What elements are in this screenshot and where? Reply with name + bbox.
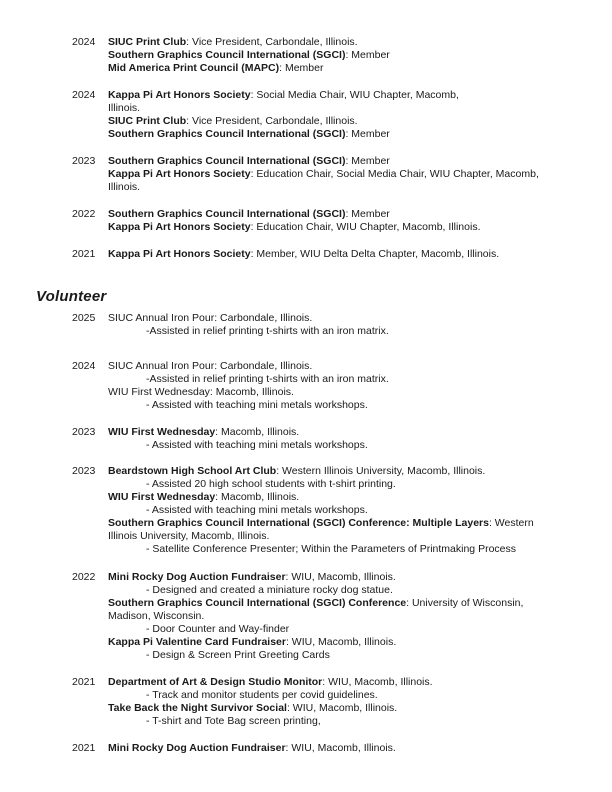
organization-name: Mini Rocky Dog Auction Fundraiser [108, 742, 286, 754]
entry-line [108, 312, 548, 325]
organization-name: Southern Graphics Council International (SGCI) Conference: Multiple Layers [108, 517, 489, 529]
entry-year: 2023 [72, 155, 96, 167]
entry-description: : Western [488, 517, 534, 529]
organization-name: Kappa Pi Art Honors Society [108, 168, 251, 180]
entry-line [108, 517, 548, 530]
organization-name: Southern Graphics Council International (SGCI) [108, 155, 346, 167]
entry-detail: - Door Counter and Way-finder [146, 623, 290, 635]
entry-description: : WIU, Macomb, Illinois. [285, 636, 397, 648]
entry-body [108, 426, 548, 452]
entry-body [108, 742, 548, 755]
entry-description: Madison, Wisconsin. [108, 610, 205, 622]
entry-body [108, 208, 548, 234]
entry-detail: - Designed and created a miniature rocky dog statue. [146, 584, 393, 596]
entry-line [108, 610, 548, 623]
entry-description: : Social Media Chair, WIU Chapter, Macomb, [250, 89, 459, 101]
entry-line [108, 702, 548, 715]
entry-line [108, 155, 548, 168]
organization-name: Kappa Pi Art Honors Society [108, 89, 251, 101]
entry-body [108, 248, 548, 261]
entry-detail: - Satellite Conference Presenter; Within the Parameters of Printmaking Process [146, 543, 516, 555]
entry-line [108, 115, 548, 128]
entry-line [108, 386, 548, 399]
entry-line [108, 465, 548, 478]
entry-description: : Member [279, 62, 324, 74]
organization-name: Kappa Pi Art Honors Society [108, 221, 251, 233]
entry-line [108, 221, 548, 234]
entry-line [108, 360, 548, 373]
entry-detail: - T-shirt and Tote Bag screen printing, [146, 715, 321, 727]
organization-name: Department of Art & Design Studio Monitor [108, 676, 323, 688]
entry-description: : WIU, Macomb, Illinois. [285, 571, 396, 583]
entry-year: 2024 [72, 36, 96, 48]
entry-year: 2025 [72, 312, 96, 324]
entry-description: : Member [345, 155, 390, 167]
entry-description: SIUC Annual Iron Pour: Carbondale, Illinois. [108, 360, 313, 372]
entry-description: : Vice President, Carbondale, Illinois. [186, 36, 358, 48]
organization-name: Take Back the Night Survivor Social [108, 702, 287, 714]
entry-body [108, 360, 548, 412]
entry-description: : Member [345, 128, 390, 140]
entry-body [108, 89, 548, 141]
organization-name: Beardstown High School Art Club [108, 465, 277, 477]
entry-line [108, 89, 548, 102]
entry-line [108, 426, 548, 439]
entry-body [108, 312, 548, 338]
entry-detail: - Assisted with teaching mini metals workshops. [146, 439, 368, 451]
entry-detail: -Assisted in relief printing t-shirts with an iron matrix. [146, 373, 389, 385]
entry-detail: - Assisted with teaching mini metals workshops. [146, 399, 368, 411]
entry-line [108, 530, 548, 543]
organization-name: WIU First Wednesday [108, 491, 216, 503]
entry-line [108, 102, 548, 115]
entry-line [108, 62, 548, 75]
entry-year: 2021 [72, 248, 96, 260]
organization-name: Southern Graphics Council International (SGCI) [108, 208, 346, 220]
entry-description: : WIU, Macomb, Illinois. [322, 676, 433, 688]
entry-description: : Education Chair, Social Media Chair, WIU Chapter, Macomb, [250, 168, 539, 180]
entry-line [108, 571, 548, 584]
entry-description: WIU First Wednesday: Macomb, Illinois. [108, 386, 294, 398]
organization-name: Mini Rocky Dog Auction Fundraiser [108, 571, 286, 583]
entry-description: : Macomb, Illinois. [215, 426, 300, 438]
entry-line [108, 49, 548, 62]
organization-name: Kappa Pi Valentine Card Fundraiser [108, 636, 286, 648]
entry-description: : Western Illinois University, Macomb, Illinois. [276, 465, 486, 477]
entry-body [108, 465, 548, 556]
entry-detail: - Track and monitor students per covid guidelines. [146, 689, 378, 701]
entry-description: : University of Wisconsin, [406, 597, 524, 609]
organization-name: Southern Graphics Council International (SGCI) [108, 128, 346, 140]
organization-name: Southern Graphics Council International (SGCI) Conference [108, 597, 407, 609]
entry-description: : Vice President, Carbondale, Illinois. [186, 115, 358, 127]
entry-line [108, 491, 548, 504]
entry-description: : WIU, Macomb, Illinois. [285, 742, 396, 754]
entry-description: Illinois. [108, 102, 141, 114]
entry-year: 2022 [72, 571, 96, 583]
organization-name: SIUC Print Club [108, 115, 187, 127]
entry-detail: -Assisted in relief printing t-shirts with an iron matrix. [146, 325, 389, 337]
entry-line [108, 248, 548, 261]
entry-description: : Macomb, Illinois. [215, 491, 300, 503]
entry-detail: - Assisted 20 high school students with t-shirt printing. [146, 478, 396, 490]
entry-description: : Education Chair, WIU Chapter, Macomb, Illinois. [250, 221, 481, 233]
entry-year: 2023 [72, 426, 96, 438]
entry-description: Illinois University, Macomb, Illinois. [108, 530, 270, 542]
entry-body [108, 36, 548, 75]
entry-line [108, 168, 548, 181]
entry-line [108, 597, 548, 610]
entry-line [108, 128, 548, 141]
entry-year: 2023 [72, 465, 96, 477]
entry-line [108, 676, 548, 689]
entry-description: : Member [345, 49, 390, 61]
entry-detail: - Assisted with teaching mini metals workshops. [146, 504, 368, 516]
organization-name: Southern Graphics Council International (SGCI) [108, 49, 346, 61]
entry-description: : WIU, Macomb, Illinois. [286, 702, 398, 714]
entry-body [108, 676, 548, 728]
entry-line [108, 36, 548, 49]
entry-body [108, 155, 548, 194]
entry-line [108, 208, 548, 221]
entry-year: 2021 [72, 742, 96, 754]
entry-body [108, 571, 548, 662]
entry-description: Illinois. [108, 181, 141, 193]
organization-name: Kappa Pi Art Honors Society [108, 248, 251, 260]
entry-line [108, 742, 548, 755]
entry-description: : Member [345, 208, 390, 220]
entry-line [108, 636, 548, 649]
entry-description: : Member, WIU Delta Delta Chapter, Macomb, Illinois. [250, 248, 500, 260]
organization-name: SIUC Print Club [108, 36, 187, 48]
entry-detail: - Design & Screen Print Greeting Cards [146, 649, 330, 661]
entry-line [108, 181, 548, 194]
entry-year: 2024 [72, 360, 96, 372]
entry-description: SIUC Annual Iron Pour: Carbondale, Illinois. [108, 312, 313, 324]
organization-name: Mid America Print Council (MAPC) [108, 62, 280, 74]
volunteer-heading: Volunteer [36, 288, 107, 305]
entry-year: 2024 [72, 89, 96, 101]
organization-name: WIU First Wednesday [108, 426, 216, 438]
entry-year: 2021 [72, 676, 96, 688]
entry-year: 2022 [72, 208, 96, 220]
